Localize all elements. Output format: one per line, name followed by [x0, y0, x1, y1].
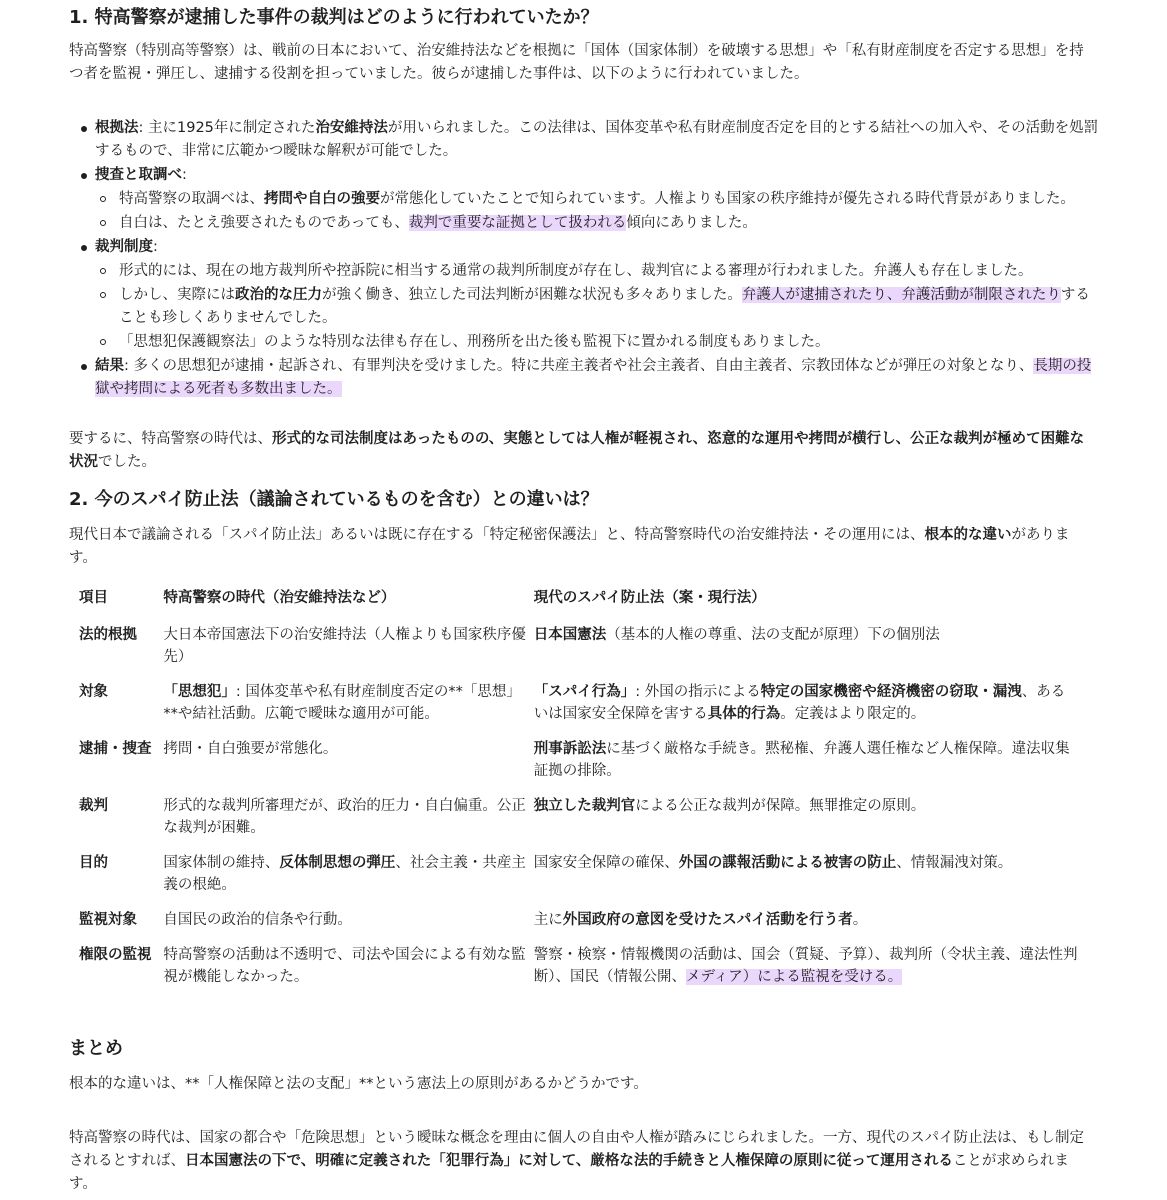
section1-list [69, 117, 1099, 402]
table-row: 目的 国家体制の維持、反体制思想の弾圧、社会主義・共産主義の根絶。 国家安全保障の確保、外国の諜報活動による被害の防止、情報漏洩対策。 [79, 855, 1013, 893]
section2-heading: 2. 今のスパイ防止法（議論されているものを含む）との違いは？ [69, 489, 599, 510]
list-item-result: 結果: 多くの思想犯が逮捕・起訴され、有罪判決を受けました。特に共産主義者や社会主義者、自由主義者、宗教団体などが弾圧の対象となり、長期の投獄や拷問による死者も多数出ました。 [69, 355, 1099, 401]
highlight: 裁判で重要な証拠として扱われる [408, 215, 627, 231]
table-row: 法的根拠 大日本帝国憲法下の治安維持法（人権よりも国家秩序優先） 日本国憲法（基本的人権の尊重、法の支配が原理）下の個別法 [79, 627, 940, 665]
highlight: メディア）による監視を受ける。 [685, 969, 903, 985]
highlight: 長期の投獄や拷問による死者も多数出ました。 [95, 358, 1092, 397]
sub-item-confession: 自白は、たとえ強要されたものであっても、裁判で重要な証拠として扱われる傾向にありました。 [95, 212, 1099, 235]
section1-heading: 1. 特高警察が逮捕した事件の裁判はどのように行われていたか？ [69, 7, 599, 28]
summary-p2: 特高警察の時代は、国家の都合や「危険思想」という曖昧な概念を理由に個人の自由や人権が踏みにじられました。一方、現代のスパイ防止法は、もし制定されるとすれば、日本国憲法の下で、明確に定義された「犯罪行為」に対して、厳格な法的手続きと人権保障の原則に従って運用されることが求められます。 [69, 1130, 1084, 1192]
comparison-table [79, 587, 1079, 1001]
section1-conclusion: 要するに、特高警察の時代は、形式的な司法制度はあったものの、実態としては人権が軽視され、恣意的な運用や拷問が横行し、公正な裁判が極めて困難な状況でした。 [69, 431, 1085, 470]
section2-intro: 現代日本で議論される「スパイ防止法」あるいは既に存在する「特定秘密保護法」と、特高警察時代の治安維持法・その運用には、根本的な違いがあります。 [69, 527, 1070, 566]
sub-item-pressure: しかし、実際には政治的な圧力が強く働き、独立した司法判断が困難な状況も多々ありました。弁護人が逮捕されたり、弁護活動が制限されたりすることも珍しくありませんでした。 [95, 284, 1099, 330]
table-header: 項目 [79, 590, 108, 606]
summary-heading: まとめ [69, 1038, 123, 1059]
highlight: 弁護人が逮捕されたり、弁護活動が制限されたり [741, 287, 1061, 303]
section1-intro: 特高警察（特別高等警察）は、戦前の日本において、治安維持法などを根拠に「国体（国家体制）を破壊する思想」や「私有財産制度を否定する思想」を持つ者を監視・弾圧し、逮捕する役割を担っていました。彼らが逮捕した事件は、以下のように行われていました。 [69, 43, 1084, 82]
table-row: 裁判 形式的な裁判所審理だが、政治的圧力・自白偏重。公正な裁判が困難。 独立した裁判官による公正な裁判が保障。無罪推定の原則。 [79, 798, 926, 836]
sub-item-torture: 特高警察の取調べは、拷問や自白の強要が常態化していたことで知られています。人権よりも国家の秩序維持が優先される時代背景がありました。 [95, 188, 1099, 211]
table-row: 権限の監視 特高警察の活動は不透明で、司法や国会による有効な監視が機能しなかった。 警察・検察・情報機関の活動は、国会（質疑、予算）、裁判所（令状主義、違法性判断）、国民（情報公開、メディア）による監視を受ける。 [79, 947, 1078, 985]
table-header: 特高警察の時代（治安維持法など） [163, 590, 396, 606]
summary-p1: 根本的な違いは、**「人権保障と法の支配」**という憲法上の原則があるかどうかです。 [69, 1076, 648, 1092]
table-row: 逮捕・捜査 拷問・自白強要が常態化。 刑事訴訟法に基づく厳格な手続き。黙秘権、弁護人選任権など人権保障。違法収集証拠の排除。 [79, 741, 1070, 779]
list-item-trial: 裁判制度: 形式的には、現在の地方裁判所や控訴院に相当する通常の裁判所制度が存在し、裁判官による審理が行われました。弁護人も存在しました。 しかし、実際には政治的な圧力が強く働き、独立した司法判断が困難な状況も多々ありました。弁護人が逮捕されたり、弁護活動が制限されたりすることも珍しくありませんでした。 「思想犯保護観察法」のような特別な法律も存在し、刑務所を出た後も監視下に置かれる制度もありました。 [69, 236, 1099, 354]
sub-item-probation: 「思想犯保護観察法」のような特別な法律も存在し、刑務所を出た後も監視下に置かれる制度もありました。 [95, 331, 1099, 354]
list-item-investigation: 捜査と取調べ: 特高警察の取調べは、拷問や自白の強要が常態化していたことで知られています。人権よりも国家の秩序維持が優先される時代背景がありました。 自白は、たとえ強要されたものであっても、裁判で重要な証拠として扱われる傾向にありました。 [69, 164, 1099, 235]
sub-item-formal: 形式的には、現在の地方裁判所や控訴院に相当する通常の裁判所制度が存在し、裁判官による審理が行われました。弁護人も存在しました。 [95, 260, 1099, 283]
table-row: 監視対象 自国民の政治的信条や行動。 主に外国政府の意図を受けたスパイ活動を行う者。 [79, 912, 868, 928]
table-header: 現代のスパイ防止法（案・現行法） [533, 590, 766, 606]
table-row: 対象 「思想犯」: 国体変革や私有財産制度否定の**「思想」**や結社活動。広範で曖昧な適用が可能。 「スパイ行為」: 外国の指示による特定の国家機密や経済機密の窃取・漏洩、あるいは国家安全保障を害する具体的行為。定義はより限定的。 [79, 684, 1066, 722]
table-header-row [79, 587, 1079, 624]
list-item-basis: 根拠法: 主に1925年に制定された治安維持法が用いられました。この法律は、国体変革や私有財産制度否定を目的とする結社への加入や、その活動を処罰するもので、非常に広範かつ曖昧な解釈が可能でした。 [69, 117, 1099, 163]
